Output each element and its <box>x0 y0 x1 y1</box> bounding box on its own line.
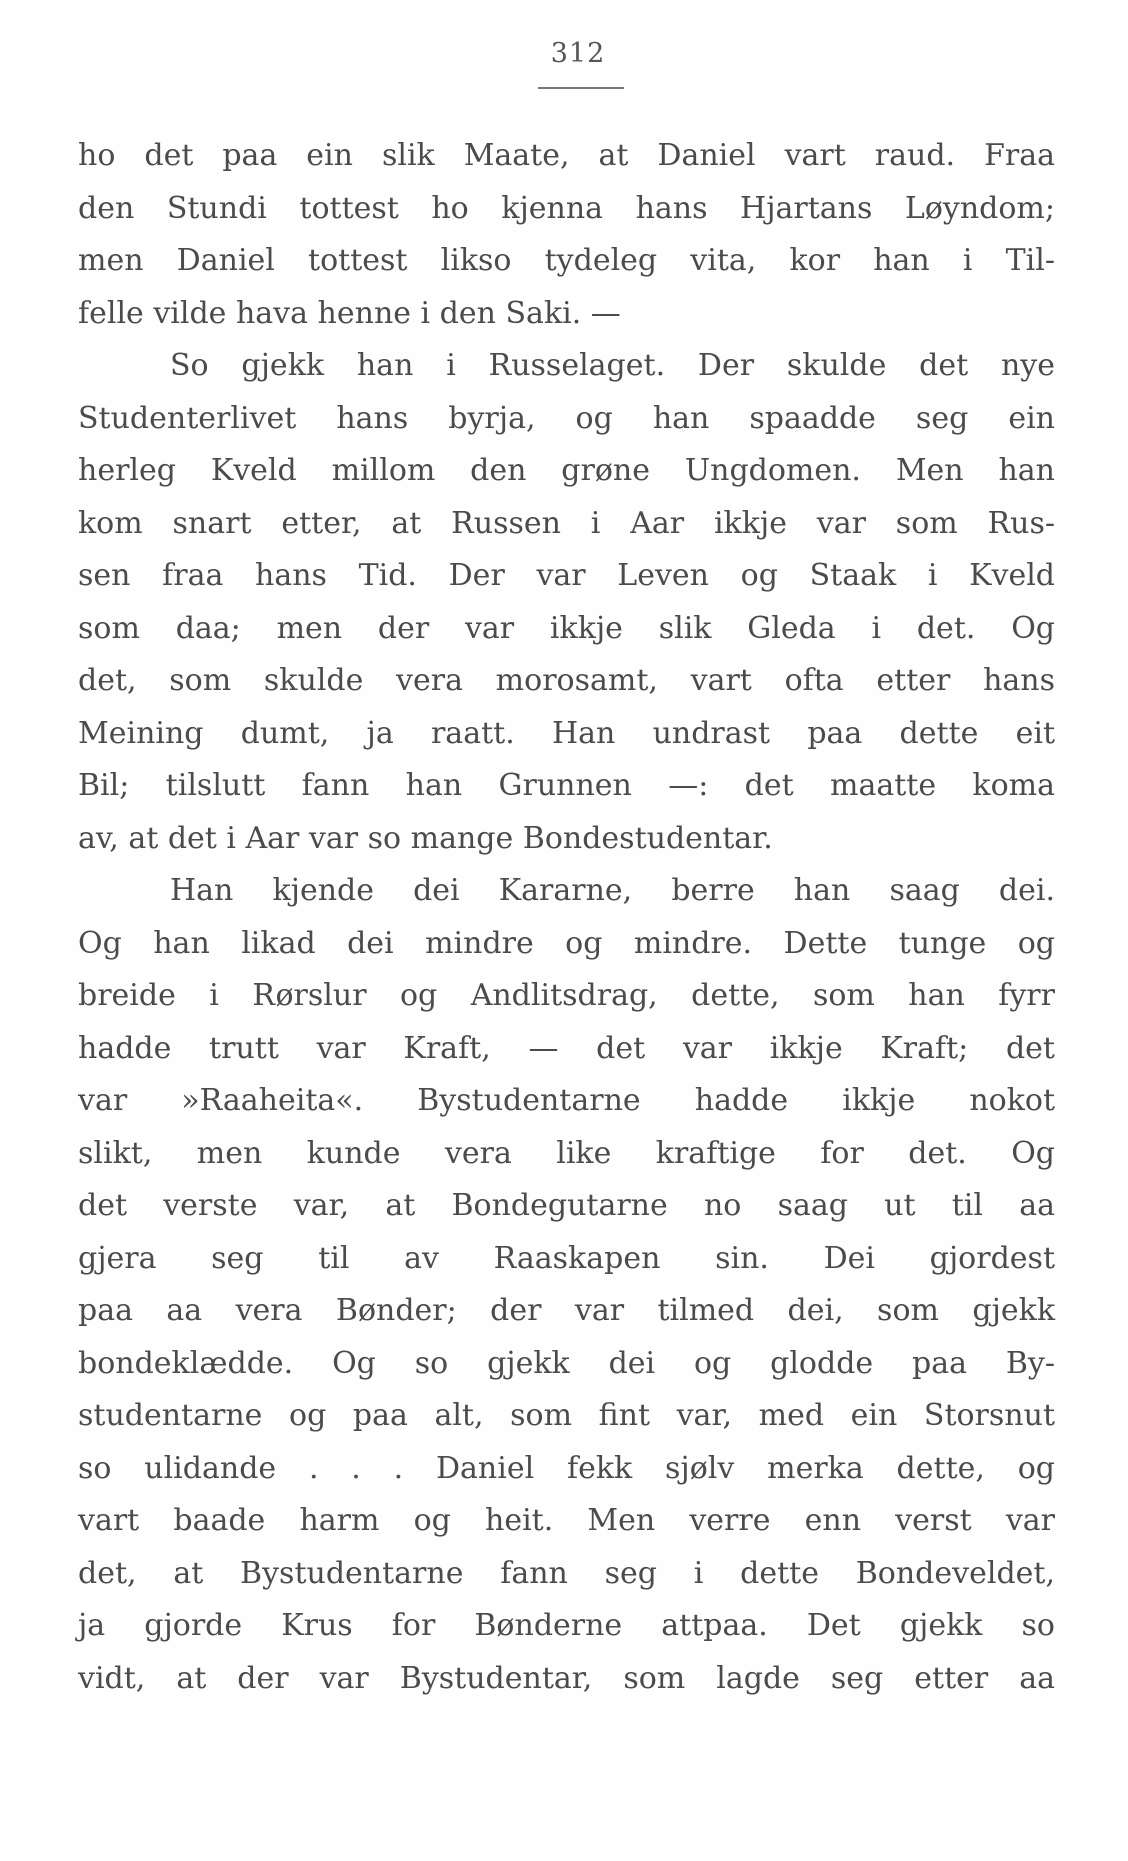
text-line: kom snart etter, at Russen i Aar ikkje var som Rus- <box>78 505 1055 541</box>
text-line: so ulidande . . . Daniel fekk sjølv merka dette, og <box>78 1450 1055 1486</box>
text-line: Bil; tilslutt fann han Grunnen —: det maatte koma <box>78 768 1055 803</box>
text-line: var »Raaheita«. Bystudentarne hadde ikkje nokot <box>78 1083 1055 1118</box>
text-line: Han kjende dei Kararne, berre han saag dei. <box>170 873 1055 908</box>
text-line: studentarne og paa alt, som fint var, med ein Storsnut <box>78 1398 1055 1433</box>
text-line: sen fraa hans Tid. Der var Leven og Staak i Kveld <box>78 558 1055 593</box>
text-line: ho det paa ein slik Maate, at Daniel vart raud. Fraa <box>78 138 1055 173</box>
text-line: Studenterlivet hans byrja, og han spaadde seg ein <box>78 400 1055 436</box>
text-line: hadde trutt var Kraft, — det var ikkje Kraft; det <box>78 1030 1055 1066</box>
text-line: gjera seg til av Raaskapen sin. Dei gjordest <box>78 1240 1055 1276</box>
text-line: So gjekk han i Russelaget. Der skulde det nye <box>170 348 1055 383</box>
text-line: ja gjorde Krus for Bønderne attpaa. Det gjekk so <box>78 1608 1055 1643</box>
text-line: men Daniel tottest likso tydeleg vita, kor han i Til- <box>78 243 1055 278</box>
text-line: den Stundi tottest ho kjenna hans Hjartans Løyndom; <box>78 190 1055 226</box>
text-line: bondeklædde. Og so gjekk dei og glodde paa By- <box>78 1345 1055 1381</box>
text-line: det, som skulde vera morosamt, vart ofta etter hans <box>78 663 1055 698</box>
text-line: slikt, men kunde vera like kraftige for det. Og <box>78 1135 1055 1171</box>
text-line: paa aa vera Bønder; der var tilmed dei, som gjekk <box>78 1293 1055 1328</box>
text-line: av, at det i Aar var so mange Bondestudentar. <box>78 820 773 856</box>
text-line: breide i Rørslur og Andlitsdrag, dette, som han fyrr <box>78 978 1055 1013</box>
page-number-rule <box>538 87 624 89</box>
text-line: vart baade harm og heit. Men verre enn verst var <box>78 1503 1055 1538</box>
text-line: som daa; men der var ikkje slik Gleda i det. Og <box>78 610 1055 646</box>
text-line: felle vilde hava henne i den Saki. — <box>78 295 621 331</box>
page-number: 312 <box>550 38 606 69</box>
text-line: det, at Bystudentarne fann seg i dette Bondeveldet, <box>78 1555 1055 1591</box>
text-line: det verste var, at Bondegutarne no saag ut til aa <box>78 1188 1055 1223</box>
body-text <box>78 130 1055 1705</box>
text-line: herleg Kveld millom den grøne Ungdomen. Men han <box>78 453 1055 488</box>
text-line: Meining dumt, ja raatt. Han undrast paa dette eit <box>78 715 1055 751</box>
text-line: vidt, at der var Bystudentar, som lagde seg etter aa <box>78 1660 1055 1696</box>
text-line: Og han likad dei mindre og mindre. Dette tunge og <box>78 925 1055 961</box>
